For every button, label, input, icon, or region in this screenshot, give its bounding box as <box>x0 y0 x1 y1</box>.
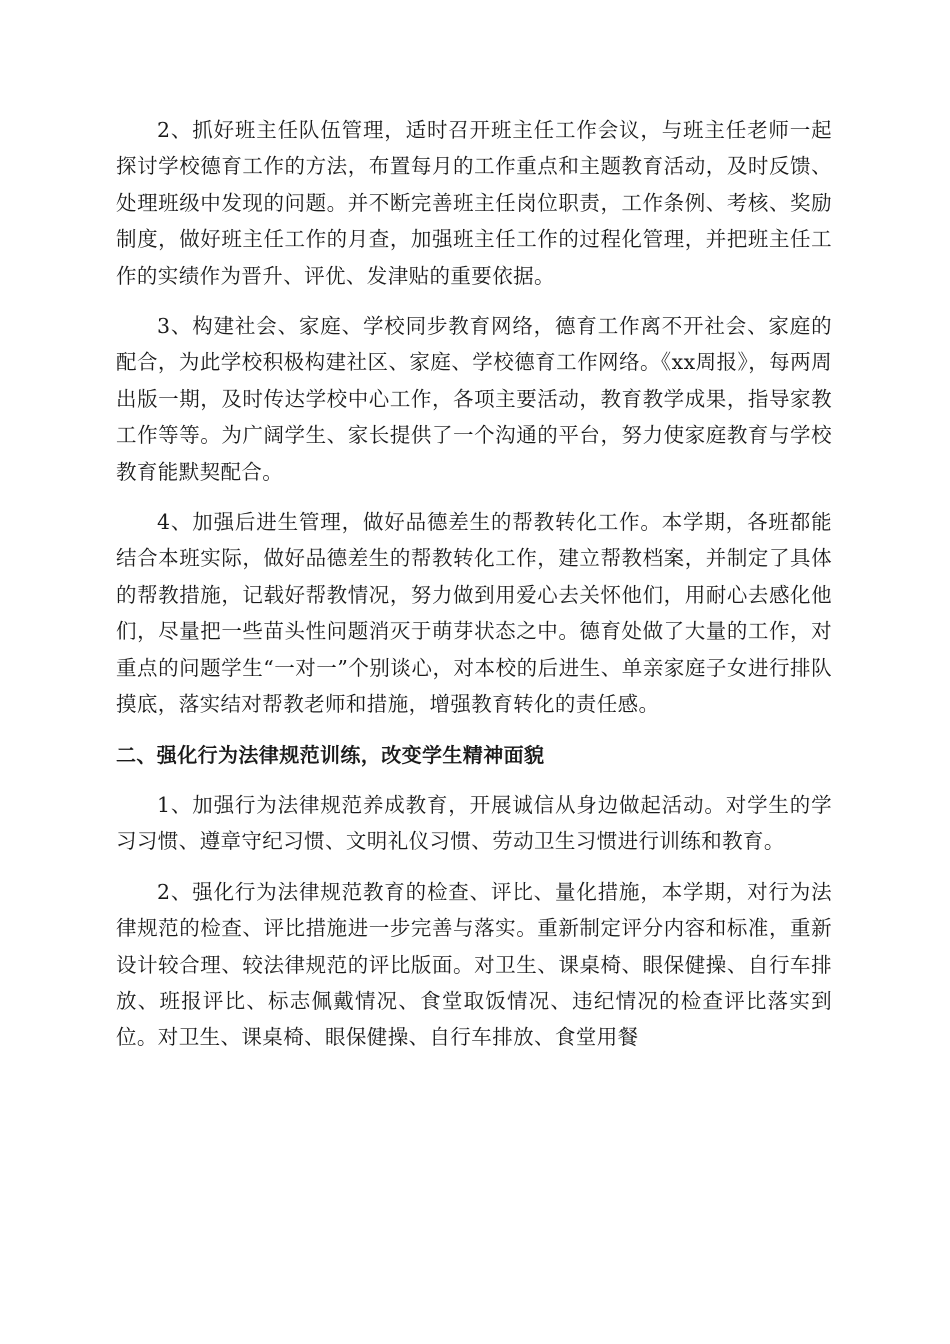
paragraph-habit-education: 1、加强行为法律规范养成教育，开展诚信从身边做起活动。对学生的学习习惯、遵章守纪习惯、文明礼仪习惯、劳动卫生习惯进行训练和教育。 <box>116 792 832 854</box>
document-body <box>116 112 832 1056</box>
paragraph-class-teacher-management: 2、抓好班主任队伍管理，适时召开班主任工作会议，与班主任老师一起探讨学校德育工作的方法，布置每月的工作重点和主题教育活动，及时反馈、处理班级中发现的问题。并不断完善班主任岗位职责，工作条例、考核、奖励制度，做好班主任工作的月查，加强班主任工作的过程化管理，并把班主任工作的实绩作为晋升、评优、发津贴的重要依据。 <box>116 118 832 288</box>
section-heading: 二、强化行为法律规范训练，改变学生精神面貌 <box>116 742 545 767</box>
paragraph-education-network: 3、构建社会、家庭、学校同步教育网络，德育工作离不开社会、家庭的配合，为此学校积极构建社区、家庭、学校德育工作网络。《xx周报》，每两周出版一期，及时传达学校中心工作，各项主要活动，教育教学成果，指导家教工作等等。为广阔学生、家长提供了一个沟通的平台，努力使家庭教育与学校教育能默契配合。 <box>116 314 832 484</box>
paragraph-gap <box>116 723 832 737</box>
paragraph-underachiever-management: 4、加强后进生管理，做好品德差生的帮教转化工作。本学期，各班都能结合本班实际，做好品德差生的帮教转化工作，建立帮教档案，并制定了具体的帮教措施，记载好帮教情况，努力做到用爱心去关怀他们，用耐心去感化他们，尽量把一些苗头性问题消灭于萌芽状态之中。德育处做了大量的工作，对重点的问题学生“一对一”个别谈心，对本校的后进生、单亲家庭子女进行排队摸底，落实结对帮教老师和措施，增强教育转化的责任感。 <box>116 510 832 717</box>
paragraph-gap <box>116 860 832 874</box>
paragraph-gap <box>116 490 832 504</box>
paragraph-gap <box>116 294 832 308</box>
paragraph-gap <box>116 773 832 787</box>
paragraph-inspection-measures: 2、强化行为法律规范教育的检查、评比、量化措施，本学期，对行为法律规范的检查、评比措施进一步完善与落实。重新制定评分内容和标准，重新设计较合理、较法律规范的评比版面。对卫生、课桌椅、眼保健操、自行车排放、班报评比、标志佩戴情况、食堂取饭情况、违纪情况的检查评比落实到位。对卫生、课桌椅、眼保健操、自行车排放、食堂用餐 <box>116 879 832 1050</box>
